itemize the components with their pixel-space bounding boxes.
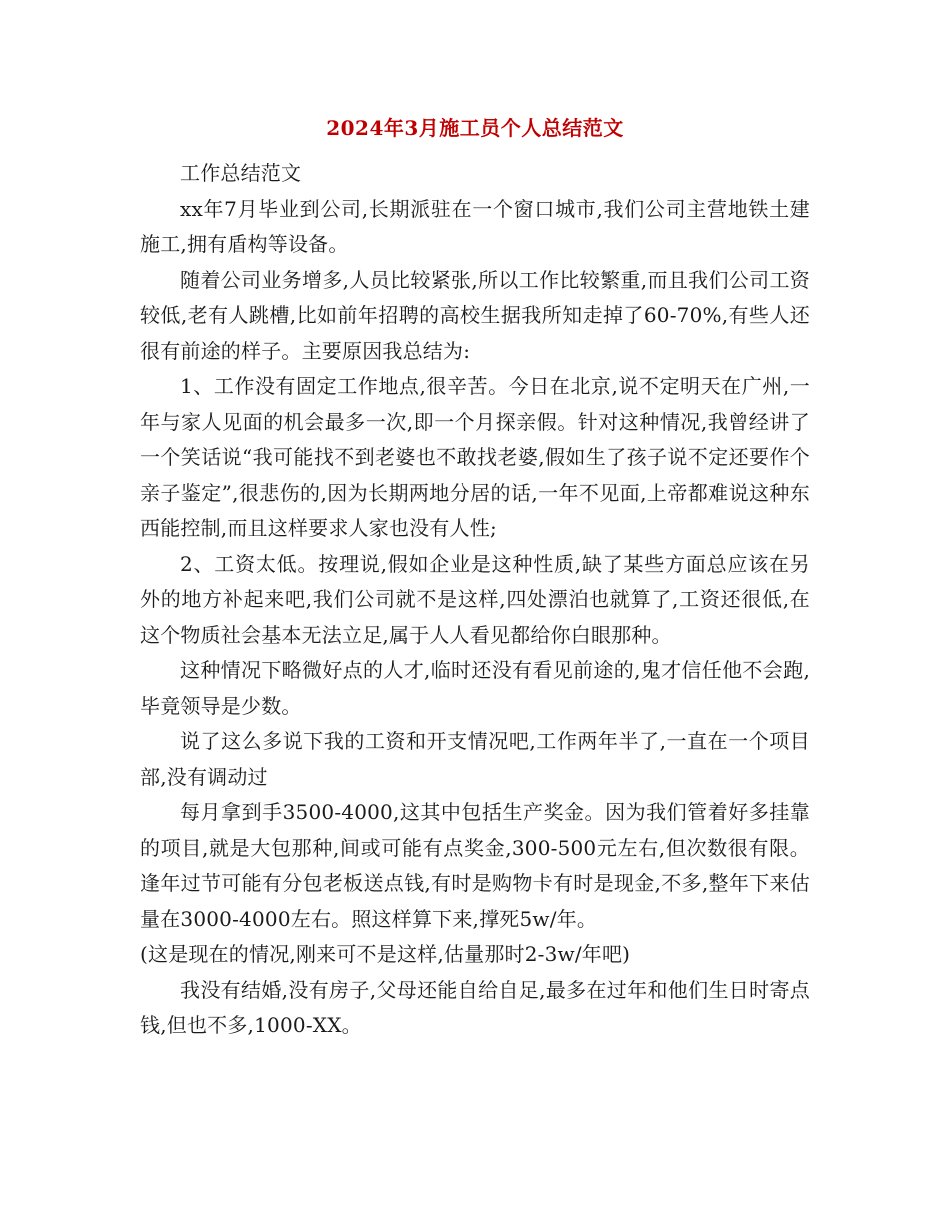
paragraph: 我没有结婚,没有房子,父母还能自给自足,最多在过年和他们生日时寄点钱,但也不多,1000-XX。 — [140, 977, 810, 1037]
paragraph: 每月拿到手3500-4000,这其中包括生产奖金。因为我们管着好多挂靠的项目,就是大包那种,间或可能有点奖金,300-500元左右,但次数很有限。逢年过节可能有分包老板送点钱,有时是购物卡有时是现金,不多,整年下来估量在3000-4000左右。照这样算下来,撑死5w/年。 — [140, 800, 810, 931]
paragraph: 说了这么多说下我的工资和开支情况吧,工作两年半了,一直在一个项目部,没有调动过 — [140, 729, 810, 789]
paragraph: 1、工作没有固定工作地点,很辛苦。今日在北京,说不定明天在广州,一年与家人见面的机会最多一次,即一个月探亲假。针对这种情况,我曾经讲了一个笑话说“我可能找不到老婆也不敢找老婆,假如生了孩子说不定还要作个亲子鉴定”,很悲伤的,因为长期两地分居的话,一年不见面,上帝都难说这种东西能控制,而且这样要求人家也没有人性; — [140, 374, 810, 540]
paragraph-heading: 工作总结范文 — [180, 161, 302, 185]
paragraph: 这种情况下略微好点的人才,临时还没有看见前途的,鬼才信任他不会跑,毕竟领导是少数。 — [140, 658, 810, 718]
paragraph: xx年7月毕业到公司,长期派驻在一个窗口城市,我们公司主营地铁土建施工,拥有盾构等设备。 — [140, 196, 810, 256]
document-body — [140, 156, 810, 1044]
paragraph: 2、工资太低。按理说,假如企业是这种性质,缺了某些方面总应该在另外的地方补起来吧,我们公司就不是这样,四处漂泊也就算了,工资还很低,在这个物质社会基本无法立足,属于人人看见都给你白眼那种。 — [140, 551, 810, 647]
document-title: 2024年3月施工员个人总结范文 — [326, 116, 624, 140]
paragraph-note: (这是现在的情况,刚来可不是这样,估量那时2-3w/年吧) — [140, 942, 631, 966]
paragraph: 随着公司业务增多,人员比较紧张,所以工作比较繁重,而且我们公司工资较低,老有人跳槽,比如前年招聘的高校生据我所知走掉了60-70%,有些人还很有前途的样子。主要原因我总结为: — [140, 267, 810, 363]
